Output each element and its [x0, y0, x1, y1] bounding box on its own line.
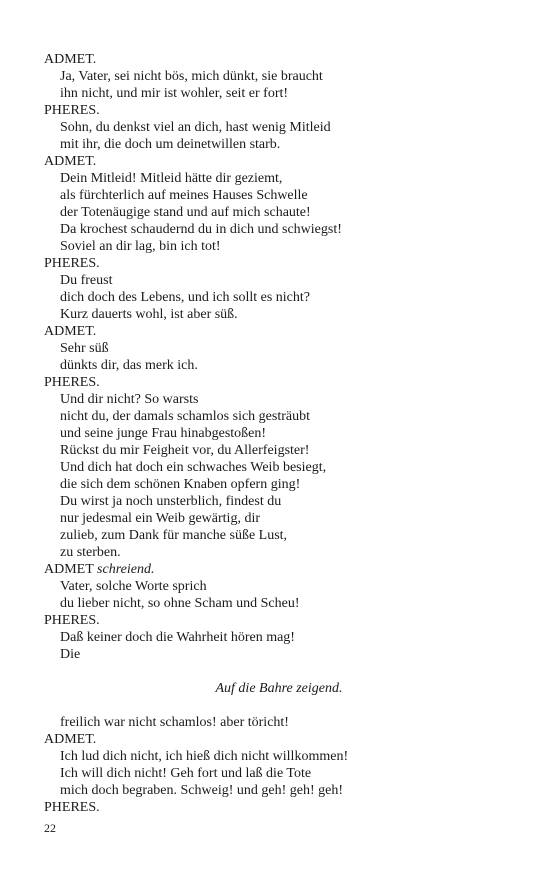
verse-line: Vater, solche Worte sprich — [60, 579, 207, 594]
stage-direction: Auf die Bahre zeigend. — [215, 681, 343, 696]
speaker-name: ADMET. — [44, 324, 97, 339]
speaker-name: PHERES. — [44, 375, 100, 390]
verse-line: Ja, Vater, sei nicht bös, mich dünkt, sie braucht — [60, 69, 323, 84]
verse-line: die sich dem schönen Knaben opfern ging! — [60, 477, 301, 492]
inline-stage-direction: schreiend. — [97, 562, 155, 577]
verse-line: zu sterben. — [60, 545, 121, 560]
verse-line: Soviel an dir lag, bin ich tot! — [60, 239, 221, 254]
verse-line: ihn nicht, und mir ist wohler, seit er fort! — [60, 86, 289, 101]
play-text — [44, 51, 514, 816]
verse-line: nur jedesmal ein Weib gewärtig, dir — [60, 511, 260, 526]
verse-line: du lieber nicht, so ohne Scham und Scheu! — [60, 596, 300, 611]
verse-line: zulieb, zum Dank für manche süße Lust, — [60, 528, 288, 543]
speaker-name: ADMET. — [44, 154, 97, 169]
verse-line: und seine junge Frau hinabgestoßen! — [60, 426, 267, 441]
verse-line: Sohn, du denkst viel an dich, hast wenig Mitleid — [60, 120, 331, 135]
verse-line: Und dich hat doch ein schwaches Weib besiegt, — [60, 460, 327, 475]
verse-line: Du freust — [60, 273, 113, 288]
blank-line — [44, 663, 514, 680]
verse-line: Dein Mitleid! Mitleid hätte dir geziemt, — [60, 171, 283, 186]
speaker-name: PHERES. — [44, 256, 100, 271]
verse-line: Du wirst ja noch unsterblich, findest du — [60, 494, 282, 509]
verse-line: dich doch des Lebens, und ich sollt es nicht? — [60, 290, 310, 305]
verse-line: dünkts dir, das merk ich. — [60, 358, 198, 373]
verse-line: freilich war nicht schamlos! aber töricht! — [60, 715, 289, 730]
verse-line: mit ihr, die doch um deinetwillen starb. — [60, 137, 281, 152]
verse-line: Rückst du mir Feigheit vor, du Allerfeigster! — [60, 443, 310, 458]
verse-line: Sehr süß — [60, 341, 109, 356]
page-number: 22 — [44, 821, 56, 835]
blank-line — [44, 697, 514, 714]
speaker-name: ADMET. — [44, 732, 97, 747]
verse-line: Daß keiner doch die Wahrheit hören mag! — [60, 630, 295, 645]
verse-line: der Totenäugige stand und auf mich schaute! — [60, 205, 311, 220]
speaker-label: ADMET — [44, 562, 94, 577]
speaker-name: PHERES. — [44, 800, 100, 815]
speaker-name: PHERES. — [44, 613, 100, 628]
verse-line: Ich will dich nicht! Geh fort und laß die Tote — [60, 766, 312, 781]
verse-line: Da krochest schaudernd du in dich und schwiegst! — [60, 222, 342, 237]
verse-line: als fürchterlich auf meines Hauses Schwelle — [60, 188, 308, 203]
verse-line: nicht du, der damals schamlos sich gesträubt — [60, 409, 310, 424]
speaker-name: PHERES. — [44, 103, 100, 118]
verse-line: Kurz dauerts wohl, ist aber süß. — [60, 307, 238, 322]
verse-line: Und dir nicht? So warsts — [60, 392, 199, 407]
verse-line: Ich lud dich nicht, ich hieß dich nicht willkommen! — [60, 749, 349, 764]
verse-line: Die — [60, 647, 81, 662]
speaker-name: ADMET. — [44, 52, 97, 67]
speaker-name — [44, 561, 514, 578]
verse-line: mich doch begraben. Schweig! und geh! geh! geh! — [60, 783, 344, 798]
